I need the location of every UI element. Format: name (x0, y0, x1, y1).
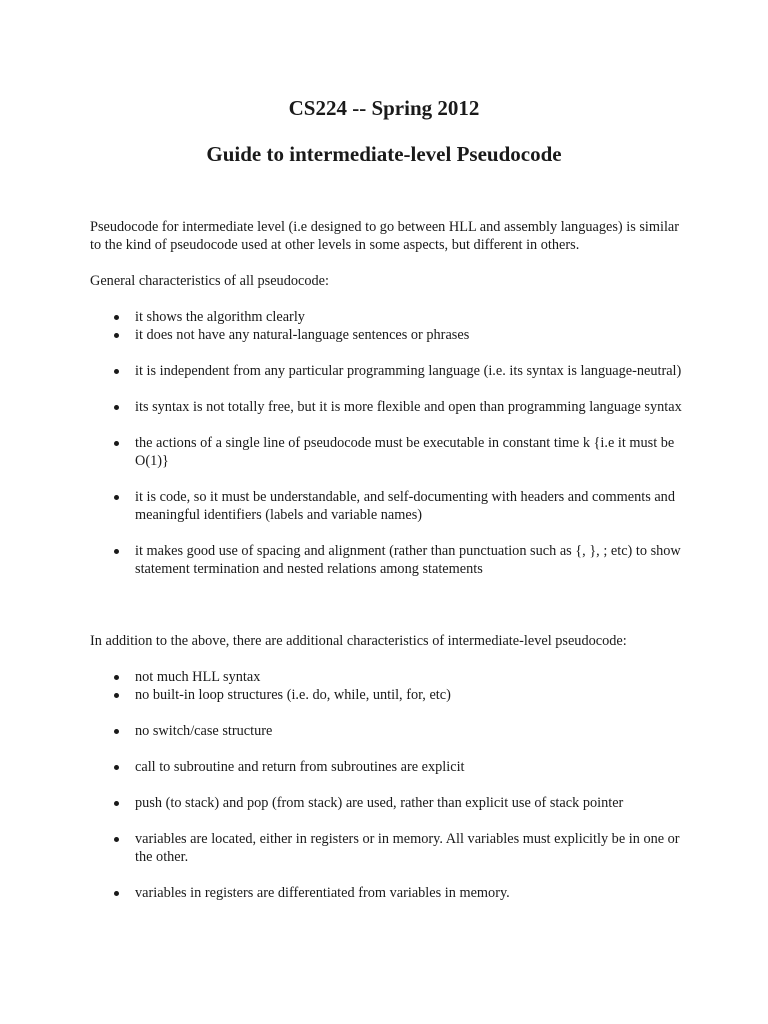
bullet-icon (114, 315, 119, 320)
list-item (90, 722, 690, 740)
list-item (90, 668, 690, 686)
list-item (90, 308, 690, 326)
bullet-icon (114, 693, 119, 698)
list-item-text: no switch/case structure (135, 723, 273, 739)
list-item-text: no built-in loop structures (i.e. do, while, until, for, etc) (135, 687, 451, 703)
list-item-text: it is independent from any particular programming language (i.e. its syntax is language-neutral) (135, 363, 682, 379)
intro-paragraph: Pseudocode for intermediate level (i.e designed to go between HLL and assembly languages) is similar to the kind of pseudocode used at other levels in some aspects, but different in others. (90, 219, 680, 253)
bullet-icon (114, 369, 119, 374)
list-item-text: it is code, so it must be understandable, and self-documenting with headers and comments and meaningful identifiers (labels and variable names) (135, 489, 675, 523)
list-item (90, 542, 690, 578)
course-title: CS224 -- Spring 2012 (288, 96, 480, 120)
list-item-text: variables are located, either in registers or in memory. All variables must explicitly be in one or the other. (135, 831, 680, 865)
list-item (90, 686, 690, 704)
bullet-icon (114, 675, 119, 680)
list-item-text: push (to stack) and pop (from stack) are used, rather than explicit use of stack pointer (135, 795, 624, 811)
bullet-icon (114, 441, 119, 446)
bullet-icon (114, 333, 119, 338)
document-title: Guide to intermediate-level Pseudocode (206, 142, 562, 166)
list-item-text: the actions of a single line of pseudocode must be executable in constant time k {i.e it must be O(1)} (135, 435, 675, 469)
list-item (90, 758, 690, 776)
list-item (90, 326, 690, 344)
bullet-icon (114, 891, 119, 896)
bullet-icon (114, 765, 119, 770)
list-item (90, 362, 690, 380)
list-item (90, 794, 690, 812)
list-item-text: variables in registers are differentiated from variables in memory. (135, 885, 510, 901)
list-item (90, 398, 690, 416)
bullet-icon (114, 405, 119, 410)
bullet-icon (114, 495, 119, 500)
list-item-text: it makes good use of spacing and alignment (rather than punctuation such as {, }, ; etc) to show statement termination and nested relations among statements (135, 543, 681, 577)
list-item (90, 884, 690, 902)
bullet-icon (114, 801, 119, 806)
general-characteristics-list (90, 308, 690, 578)
list-item-text: it shows the algorithm clearly (135, 309, 305, 325)
bullet-icon (114, 729, 119, 734)
general-heading: General characteristics of all pseudocode: (90, 273, 329, 289)
bullet-icon (114, 837, 119, 842)
list-item (90, 830, 690, 866)
bullet-icon (114, 549, 119, 554)
list-item (90, 488, 690, 524)
list-item-text: its syntax is not totally free, but it is more flexible and open than programming language syntax (135, 399, 682, 415)
addition-heading: In addition to the above, there are additional characteristics of intermediate-level pseudocode: (90, 633, 627, 649)
list-item-text: not much HLL syntax (135, 669, 261, 685)
intermediate-characteristics-list (90, 668, 690, 902)
list-item-text: call to subroutine and return from subroutines are explicit (135, 759, 465, 775)
list-item-text: it does not have any natural-language sentences or phrases (135, 327, 470, 343)
list-item (90, 434, 690, 470)
